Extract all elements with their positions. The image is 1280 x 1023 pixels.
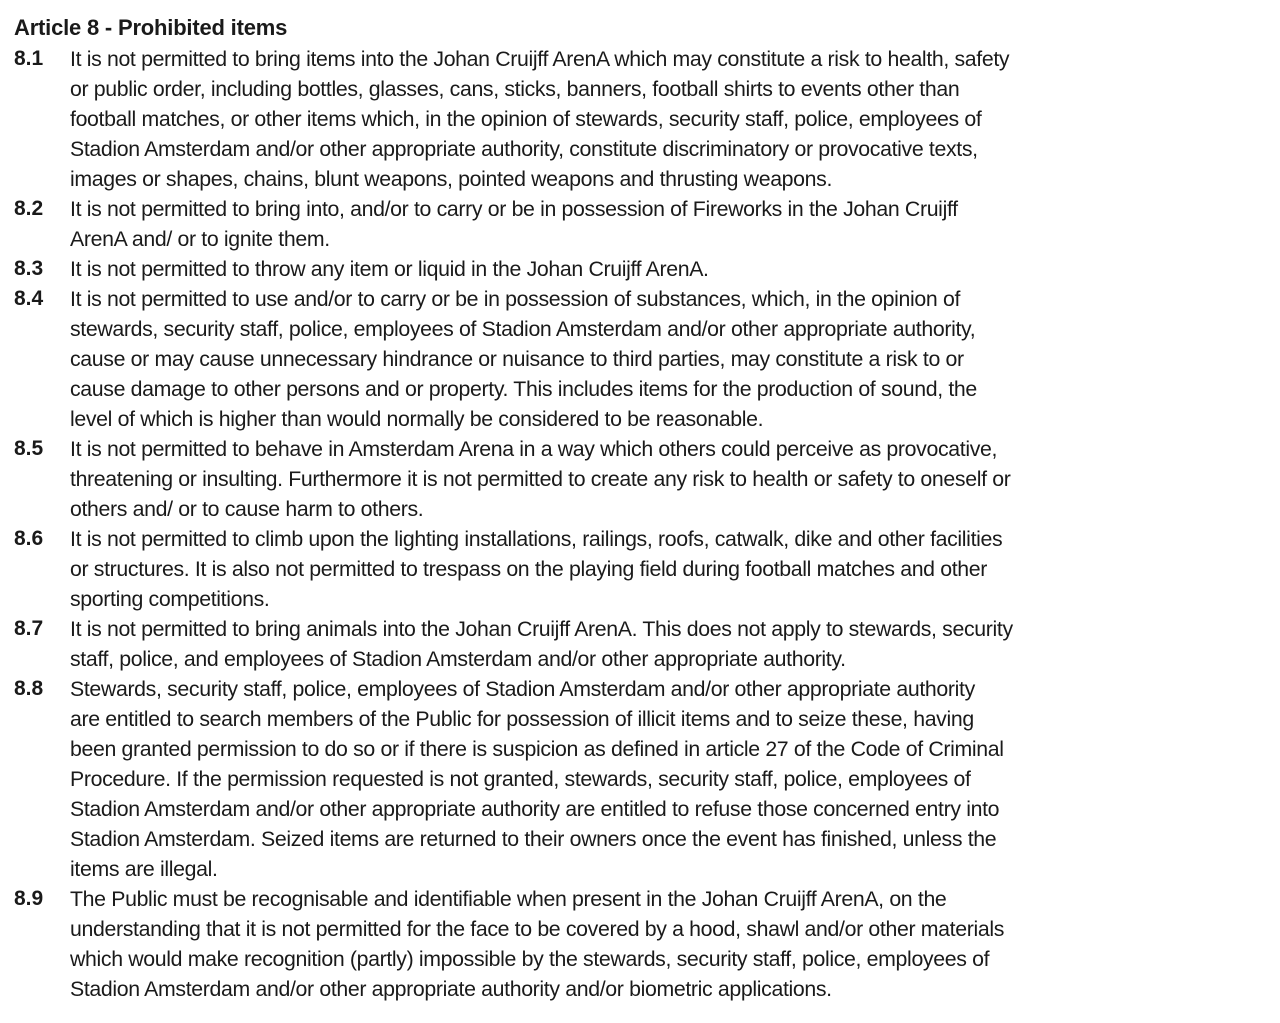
clause-text-line: items are illegal. (70, 857, 218, 881)
clause-number: 8.2 (14, 197, 44, 220)
clause-text (70, 194, 1272, 254)
clause-8-7 (14, 614, 1272, 674)
clause-text-line: been granted permission to do so or if there is suspicion as defined in article 27 of the Code of Criminal (70, 737, 1004, 761)
clause-text-line: cause damage to other persons and or property. This includes items for the production of sound, the (70, 377, 977, 401)
clause-text (70, 44, 1272, 194)
clause-text-line: It is not permitted to behave in Amsterdam Arena in a way which others could perceive as provocative, (70, 437, 998, 461)
clause-text-line: Stewards, security staff, police, employees of Stadion Amsterdam and/or other appropriate authority (70, 677, 975, 701)
clause-text (70, 524, 1272, 614)
clause-text-line: football matches, or other items which, in the opinion of stewards, security staff, police, employees of (70, 107, 982, 131)
clause-text-line: sporting competitions. (70, 587, 270, 611)
clause-text (70, 614, 1272, 674)
clause-text-line: It is not permitted to use and/or to carry or be in possession of substances, which, in the opinion of (70, 287, 961, 311)
article-title: Article 8 - Prohibited items (14, 15, 288, 40)
clause-text-line: Stadion Amsterdam and/or other appropriate authority and/or biometric applications. (70, 977, 832, 1001)
clause-8-8 (14, 674, 1272, 884)
clause-text-line: The Public must be recognisable and identifiable when present in the Johan Cruijff ArenA, on the (70, 887, 947, 911)
clause-text-line: It is not permitted to climb upon the lighting installations, railings, roofs, catwalk, dike and other facilities (70, 527, 1003, 551)
clause-list (14, 44, 1272, 1004)
clause-8-9 (14, 884, 1272, 1004)
clause-text (70, 884, 1272, 1004)
clause-8-5 (14, 434, 1272, 524)
clause-text-line: are entitled to search members of the Public for possession of illicit items and to seize these, having (70, 707, 974, 731)
clause-text-line: images or shapes, chains, blunt weapons, pointed weapons and thrusting weapons. (70, 167, 833, 191)
clause-text-line: others and/ or to cause harm to others. (70, 497, 424, 521)
clause-text-line: Stadion Amsterdam and/or other appropriate authority are entitled to refuse those concerned entry into (70, 797, 1000, 821)
clause-number: 8.9 (14, 887, 44, 910)
clause-8-6 (14, 524, 1272, 614)
clause-number: 8.4 (14, 287, 44, 310)
clause-text-line: Stadion Amsterdam. Seized items are returned to their owners once the event has finished, unless the (70, 827, 997, 851)
clause-number: 8.7 (14, 617, 44, 640)
clause-text-line: stewards, security staff, police, employees of Stadion Amsterdam and/or other appropriate authority, (70, 317, 976, 341)
clause-text-line: ArenA and/ or to ignite them. (70, 227, 330, 251)
clause-text-line: It is not permitted to throw any item or liquid in the Johan Cruijff ArenA. (70, 257, 709, 281)
clause-8-1 (14, 44, 1272, 194)
clause-text-line: Stadion Amsterdam and/or other appropriate authority, constitute discriminatory or provocative texts, (70, 137, 978, 161)
clause-text-line: understanding that it is not permitted for the face to be covered by a hood, shawl and/or other materials (70, 917, 1005, 941)
clause-number: 8.1 (14, 47, 44, 70)
clause-number: 8.8 (14, 677, 44, 700)
clause-number: 8.6 (14, 527, 44, 550)
clause-text-line: level of which is higher than would normally be considered to be reasonable. (70, 407, 764, 431)
clause-8-2 (14, 194, 1272, 254)
clause-text-line: It is not permitted to bring items into the Johan Cruijff ArenA which may constitute a risk to health, safety (70, 47, 1010, 71)
clause-text-line: Procedure. If the permission requested is not granted, stewards, security staff, police, employees of (70, 767, 971, 791)
clause-8-4 (14, 284, 1272, 434)
clause-text (70, 674, 1272, 884)
clause-text-line: staff, police, and employees of Stadion Amsterdam and/or other appropriate authority. (70, 647, 846, 671)
clause-text-line: threatening or insulting. Furthermore it is not permitted to create any risk to health or safety to oneself or (70, 467, 1011, 491)
clause-text-line: cause or may cause unnecessary hindrance or nuisance to third parties, may constitute a risk to or (70, 347, 964, 371)
clause-text-line: or structures. It is also not permitted to trespass on the playing field during football matches and other (70, 557, 988, 581)
clause-text (70, 254, 1272, 284)
clause-text (70, 434, 1272, 524)
clause-text (70, 284, 1272, 434)
clause-text-line: or public order, including bottles, glasses, cans, sticks, banners, football shirts to events other than (70, 77, 960, 101)
clause-number: 8.5 (14, 437, 44, 460)
clause-text-line: which would make recognition (partly) impossible by the stewards, security staff, police, employees of (70, 947, 990, 971)
clause-text-line: It is not permitted to bring animals into the Johan Cruijff ArenA. This does not apply to stewards, security (70, 617, 1013, 641)
clause-text-line: It is not permitted to bring into, and/or to carry or be in possession of Fireworks in the Johan Cruijff (70, 197, 958, 221)
document (14, 14, 1272, 1004)
clause-8-3 (14, 254, 1272, 284)
clause-number: 8.3 (14, 257, 44, 280)
